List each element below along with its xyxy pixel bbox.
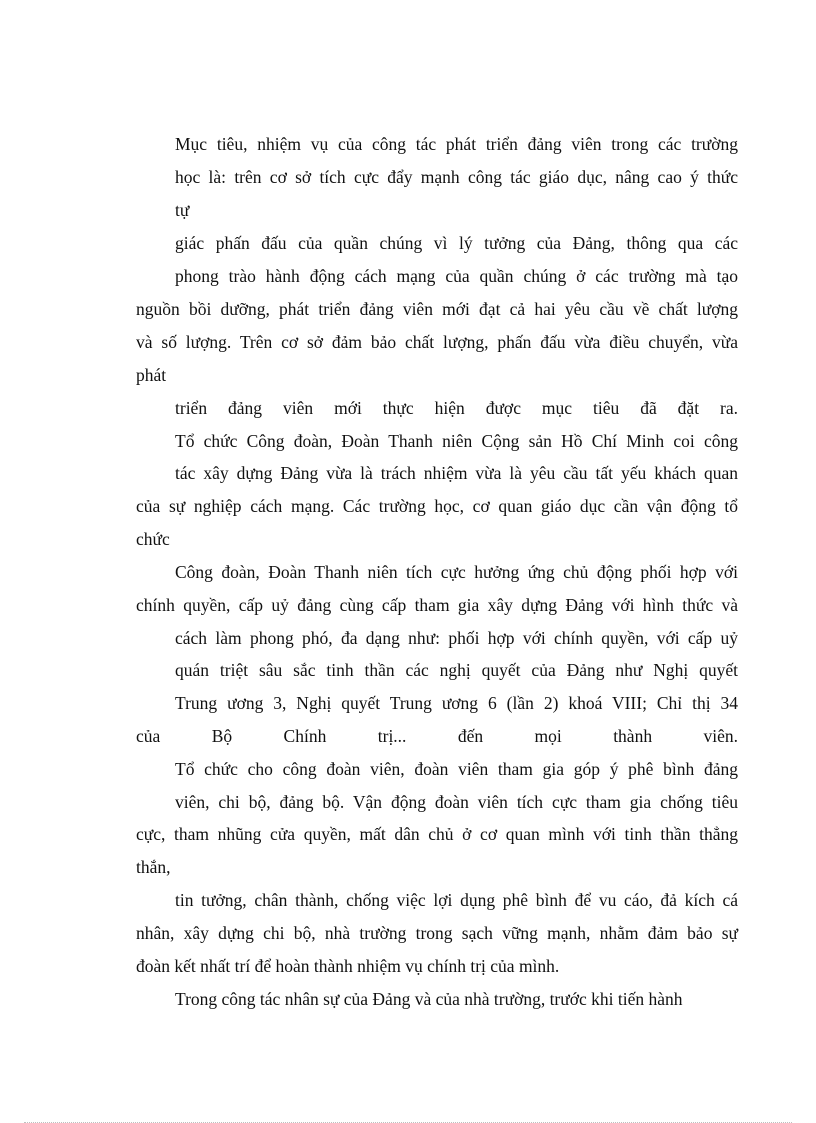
text-line-12: của sự nghiệp cách mạng. Các trường học, cơ quan giáo dục cần vận động tổ — [136, 496, 738, 516]
text-line-14: Công đoàn, Đoàn Thanh niên tích cực hưởng ứng chủ động phối hợp với — [175, 562, 738, 582]
text-line-27: Trong công tác nhân sự của Đảng và của nhà trường, trước khi tiến hành — [175, 989, 683, 1009]
text-line-25: nhân, xây dựng chi bộ, nhà trường trong sạch vững mạnh, nhằm đảm bảo sự — [136, 923, 738, 943]
text-line-24: tin tưởng, chân thành, chống việc lợi dụng phê bình để vu cáo, đả kích cá — [175, 890, 738, 910]
text-line-6: nguồn bồi dưỡng, phát triển đảng viên mới đạt cả hai yêu cầu về chất lượng — [136, 299, 738, 319]
text-line-9: triển đảng viên mới thực hiện được mục tiêu đã đặt ra. — [175, 398, 738, 418]
text-line-4: giác phấn đấu của quần chúng vì lý tưởng của Đảng, thông qua các — [175, 233, 738, 253]
text-line-13: chức — [136, 529, 170, 549]
text-line-21: viên, chi bộ, đảng bộ. Vận động đoàn viên tích cực tham gia chống tiêu — [175, 792, 738, 812]
text-line-16: cách làm phong phó, đa dạng như: phối hợp với chính quyền, với cấp uỷ — [175, 628, 738, 648]
text-line-23: thắn, — [136, 857, 171, 877]
text-line-19: của Bộ Chính trị... đến mọi thành viên. — [136, 726, 738, 746]
text-line-26: đoàn kết nhất trí để hoàn thành nhiệm vụ chính trị của mình. — [136, 956, 560, 976]
text-line-3: tự — [175, 200, 190, 220]
text-line-8: phát — [136, 365, 167, 385]
text-line-22: cực, tham nhũng cửa quyền, mất dân chủ ở cơ quan mình với tinh thần thẳng — [136, 824, 738, 844]
text-line-7: và số lượng. Trên cơ sở đảm bảo chất lượng, phấn đấu vừa điều chuyển, vừa — [136, 332, 738, 352]
text-line-2: học là: trên cơ sở tích cực đẩy mạnh công tác giáo dục, nâng cao ý thức — [175, 167, 738, 187]
text-line-1: Mục tiêu, nhiệm vụ của công tác phát triển đảng viên trong các trường — [175, 134, 738, 154]
text-line-10: Tổ chức Công đoàn, Đoàn Thanh niên Cộng sản Hồ Chí Minh coi công — [175, 431, 738, 451]
text-line-15: chính quyền, cấp uỷ đảng cùng cấp tham gia xây dựng Đảng với hình thức và — [136, 595, 738, 615]
text-line-17: quán triệt sâu sắc tinh thần các nghị quyết của Đảng như Nghị quyết — [175, 660, 738, 680]
text-line-20: Tổ chức cho công đoàn viên, đoàn viên tham gia góp ý phê bình đảng — [175, 759, 738, 779]
text-line-11: tác xây dựng Đảng vừa là trách nhiệm vừa là yêu cầu tất yếu khách quan — [175, 463, 738, 483]
text-line-5: phong trào hành động cách mạng của quần chúng ở các trường mà tạo — [175, 266, 738, 286]
text-line-18: Trung ương 3, Nghị quyết Trung ương 6 (lần 2) khoá VIII; Chỉ thị 34 — [175, 693, 738, 713]
